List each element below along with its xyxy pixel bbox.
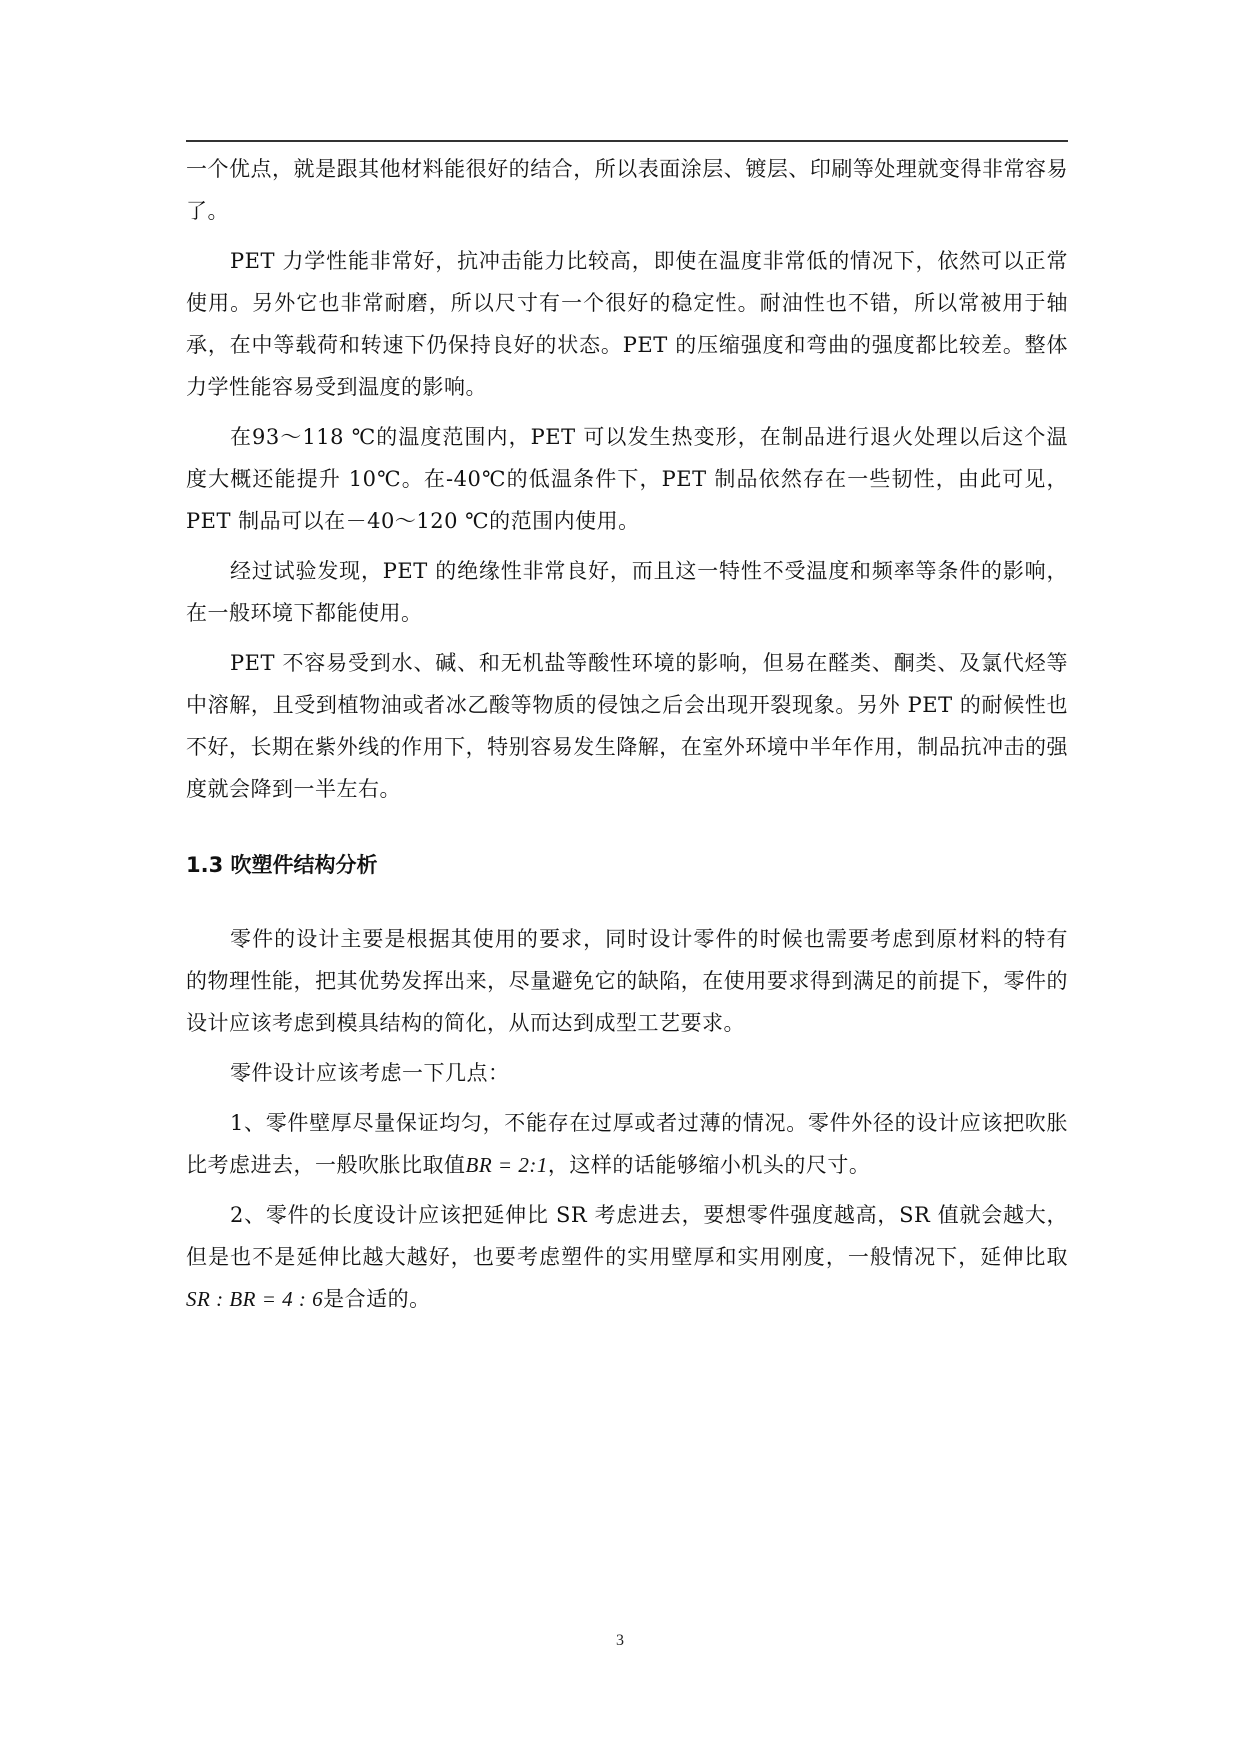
paragraph-point-2 bbox=[186, 1194, 1068, 1320]
paragraph-chemical-resistance: PET 不容易受到水、碱、和无机盐等酸性环境的影响，但易在醛类、酮类、及氯代烃等中溶解，且受到植物油或者冰乙酸等物质的侵蚀之后会出现开裂现象。另外 PET 的耐候性也不好，长期在紫外线的作用下，特别容易发生降解，在室外环境中半年作用，制品抗冲击的强度就会降到一半左右。 bbox=[186, 651, 1068, 801]
paragraph-design-points-intro: 零件设计应该考虑一下几点： bbox=[230, 1061, 510, 1085]
page-number: 3 bbox=[616, 1632, 624, 1649]
header-rule bbox=[186, 140, 1068, 142]
blow-ratio-formula: BR = 2:1 bbox=[465, 1153, 548, 1177]
paragraph-continued: 一个优点，就是跟其他材料能很好的结合，所以表面涂层、镀层、印刷等处理就变得非常容易了。 bbox=[186, 157, 1068, 223]
stretch-ratio-formula: SR : BR = 4 : 6 bbox=[186, 1287, 324, 1311]
point-1-text-b: ，这样的话能够缩小机头的尺寸。 bbox=[547, 1153, 871, 1177]
paragraph-insulation: 经过试验发现，PET 的绝缘性非常良好，而且这一特性不受温度和频率等条件的影响，在一般环境下都能使用。 bbox=[186, 559, 1068, 625]
point-2-text-a: 2、零件的长度设计应该把延伸比 SR 考虑进去，要想零件强度越高，SR 值就会越大，但是也不是延伸比越大越好，也要考虑塑件的实用壁厚和实用刚度，一般情况下，延伸比取 bbox=[186, 1203, 1068, 1269]
paragraph-mechanical-properties: PET 力学性能非常好，抗冲击能力比较高，即使在温度非常低的情况下，依然可以正常使用。另外它也非常耐磨，所以尺寸有一个很好的稳定性。耐油性也不错，所以常被用于轴承，在中等载荷和转速下仍保持良好的状态。PET 的压缩强度和弯曲的强度都比较差。整体力学性能容易受到温度的影响。 bbox=[186, 249, 1068, 399]
paragraph-point-1 bbox=[186, 1102, 1068, 1186]
section-heading: 1.3 吹塑件结构分析 bbox=[186, 853, 378, 877]
page-body bbox=[186, 148, 1068, 1328]
paragraph-design-principles: 零件的设计主要是根据其使用的要求，同时设计零件的时候也需要考虑到原材料的特有的物理性能，把其优势发挥出来，尽量避免它的缺陷，在使用要求得到满足的前提下，零件的设计应该考虑到模具结构的简化，从而达到成型工艺要求。 bbox=[186, 927, 1068, 1035]
point-2-text-b: 是合适的。 bbox=[323, 1287, 431, 1311]
point-1-text-a: 1、零件壁厚尽量保证均匀，不能存在过厚或者过薄的情况。零件外径的设计应该把吹胀比考虑进去，一般吹胀比取值 bbox=[186, 1111, 1068, 1177]
paragraph-thermal-properties: 在93～118 ℃的温度范围内，PET 可以发生热变形，在制品进行退火处理以后这个温度大概还能提升 10℃。在-40℃的低温条件下，PET 制品依然存在一些韧性，由此可见，PET 制品可以在－40～120 ℃的范围内使用。 bbox=[186, 425, 1068, 533]
